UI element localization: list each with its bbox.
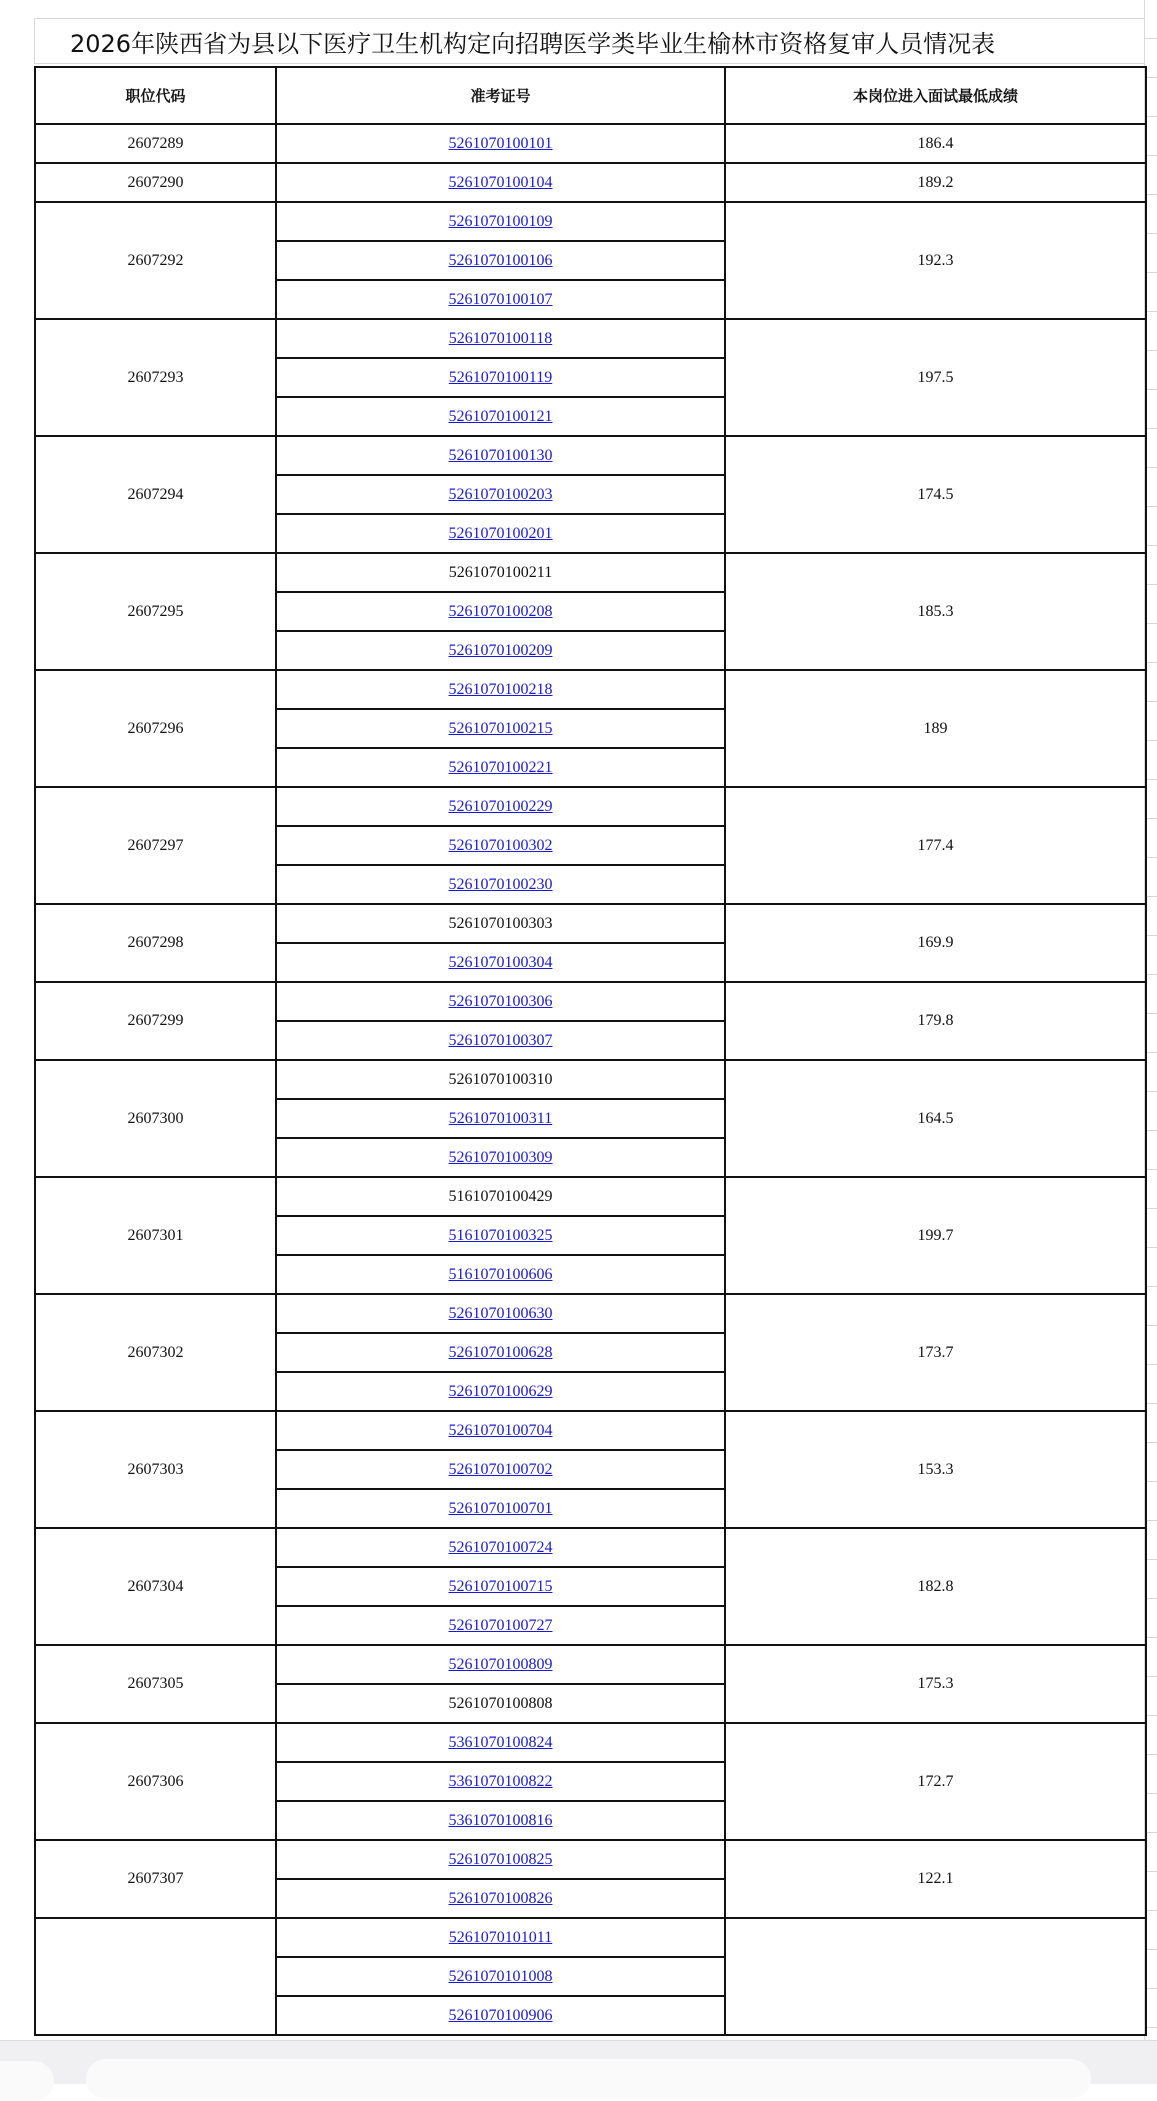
exam-number-link[interactable]: 5361070100822 (448, 1772, 553, 1790)
exam-number-cell[interactable] (276, 436, 725, 475)
exam-number-cell[interactable] (276, 1801, 725, 1840)
exam-number-link[interactable]: 5261070100215 (448, 719, 553, 737)
table-row (35, 982, 1146, 1021)
exam-number-cell[interactable] (276, 1684, 725, 1723)
exam-number-cell[interactable] (276, 1138, 725, 1177)
position-code-cell[interactable]: 2607303 (35, 1411, 276, 1528)
exam-number-link[interactable]: 5261070100107 (448, 290, 553, 308)
header-exam-number: 准考证号 (276, 67, 725, 124)
exam-number-cell[interactable] (276, 163, 725, 202)
exam-number-cell[interactable] (276, 1177, 725, 1216)
exam-number-link[interactable]: 5261070100119 (448, 368, 553, 386)
exam-number-cell[interactable] (276, 1528, 725, 1567)
exam-number-link[interactable]: 5261070100218 (448, 680, 553, 698)
position-code-cell[interactable]: 2607290 (35, 163, 276, 202)
exam-number-link[interactable]: 5261070100307 (448, 1031, 553, 1049)
exam-number-link[interactable]: 5261070100906 (448, 2006, 553, 2024)
exam-number-link[interactable]: 5261070100311 (448, 1109, 553, 1127)
exam-number-cell[interactable] (276, 592, 725, 631)
exam-number-text: 5161070100429 (448, 1187, 553, 1205)
min-score-cell[interactable]: 189.2 (725, 163, 1146, 202)
min-score-cell[interactable]: 175.3 (725, 1645, 1146, 1723)
exam-number-cell[interactable] (276, 514, 725, 553)
table-row (35, 1177, 1146, 1216)
table-row (35, 1840, 1146, 1879)
exam-number-cell[interactable] (276, 241, 725, 280)
exam-number-cell[interactable] (276, 1411, 725, 1450)
exam-number-cell[interactable] (276, 787, 725, 826)
table-row (35, 319, 1146, 358)
exam-number-link[interactable]: 5261070100221 (448, 758, 553, 776)
exam-number-cell[interactable] (276, 358, 725, 397)
exam-number-link[interactable]: 5261070100630 (448, 1304, 553, 1322)
exam-number-cell[interactable] (276, 1021, 725, 1060)
position-code-cell[interactable] (35, 1918, 276, 2035)
exam-number-cell[interactable] (276, 1879, 725, 1918)
table-row (35, 1645, 1146, 1684)
exam-number-link[interactable]: 5161070100325 (448, 1226, 553, 1244)
exam-number-link[interactable]: 5261070100104 (448, 173, 553, 191)
position-code-cell[interactable]: 2607294 (35, 436, 276, 553)
exam-number-cell[interactable] (276, 1099, 725, 1138)
position-code-cell[interactable]: 2607307 (35, 1840, 276, 1918)
table-row (35, 202, 1146, 241)
exam-number-cell[interactable] (276, 1918, 725, 1957)
exam-number-link[interactable]: 5261070100306 (448, 992, 553, 1010)
header-row (35, 67, 1146, 124)
min-score-cell[interactable]: 122.1 (725, 1840, 1146, 1918)
min-score-cell[interactable]: 169.9 (725, 904, 1146, 982)
position-code-cell[interactable]: 2607300 (35, 1060, 276, 1177)
exam-number-cell[interactable] (276, 475, 725, 514)
exam-number-cell[interactable] (276, 904, 725, 943)
exam-number-cell[interactable] (276, 319, 725, 358)
table-row (35, 904, 1146, 943)
exam-number-cell[interactable] (276, 670, 725, 709)
exam-number-text: 5261070100310 (448, 1070, 553, 1088)
bottom-toolbar (0, 2040, 1157, 2084)
toolbar-left-button[interactable] (0, 2061, 54, 2101)
exam-number-link[interactable]: 5361070100824 (448, 1733, 553, 1751)
min-score-cell[interactable]: 199.7 (725, 1177, 1146, 1294)
exam-number-cell[interactable] (276, 1567, 725, 1606)
min-score-cell[interactable]: 192.3 (725, 202, 1146, 319)
exam-number-text: 5261070100808 (448, 1694, 553, 1712)
exam-number-link[interactable]: 5261070100109 (448, 212, 553, 230)
exam-number-link[interactable]: 5261070100121 (448, 407, 553, 425)
table-row (35, 436, 1146, 475)
min-score-cell[interactable]: 173.7 (725, 1294, 1146, 1411)
exam-number-cell[interactable] (276, 1996, 725, 2035)
exam-number-link[interactable]: 5261070100826 (448, 1889, 553, 1907)
min-score-cell[interactable]: 179.8 (725, 982, 1146, 1060)
exam-number-cell[interactable] (276, 1294, 725, 1333)
position-code-cell[interactable]: 2607296 (35, 670, 276, 787)
min-score-cell[interactable]: 174.5 (725, 436, 1146, 553)
exam-number-link[interactable]: 5261070100701 (448, 1499, 553, 1517)
exam-number-cell[interactable] (276, 202, 725, 241)
position-code-cell[interactable]: 2607289 (35, 124, 276, 163)
table-row (35, 553, 1146, 592)
exam-number-link[interactable]: 5261070100628 (448, 1343, 553, 1361)
exam-number-cell[interactable] (276, 1840, 725, 1879)
min-score-cell[interactable]: 177.4 (725, 787, 1146, 904)
exam-number-link[interactable]: 5261070100715 (448, 1577, 553, 1595)
exam-number-link[interactable]: 5261070100704 (448, 1421, 553, 1439)
exam-number-link[interactable]: 5261070100809 (448, 1655, 553, 1673)
exam-number-link[interactable]: 5261070100208 (448, 602, 553, 620)
table-row (35, 1411, 1146, 1450)
exam-number-link[interactable]: 5261070100230 (448, 875, 553, 893)
position-code-cell[interactable]: 2607293 (35, 319, 276, 436)
exam-number-cell[interactable] (276, 1450, 725, 1489)
toolbar-pill[interactable] (86, 2059, 1091, 2099)
min-score-cell[interactable]: 153.3 (725, 1411, 1146, 1528)
min-score-cell[interactable]: 172.7 (725, 1723, 1146, 1840)
min-score-cell[interactable] (725, 1918, 1146, 2035)
min-score-cell[interactable]: 186.4 (725, 124, 1146, 163)
exam-number-cell[interactable] (276, 982, 725, 1021)
position-code-cell[interactable]: 2607301 (35, 1177, 276, 1294)
position-code-cell[interactable]: 2607306 (35, 1723, 276, 1840)
exam-number-cell[interactable] (276, 865, 725, 904)
exam-number-cell[interactable] (276, 280, 725, 319)
exam-number-cell[interactable] (276, 709, 725, 748)
exam-number-link[interactable]: 5161070100606 (448, 1265, 553, 1283)
position-code-cell[interactable]: 2607297 (35, 787, 276, 904)
exam-number-link[interactable]: 5261070100629 (448, 1382, 553, 1400)
exam-number-link[interactable]: 5261070100203 (448, 485, 553, 503)
position-code-cell[interactable]: 2607298 (35, 904, 276, 982)
exam-number-cell[interactable] (276, 943, 725, 982)
exam-number-link[interactable]: 5261070100106 (448, 251, 553, 269)
table-row (35, 1918, 1146, 1957)
exam-number-cell[interactable] (276, 826, 725, 865)
exam-number-link[interactable]: 5261070100209 (448, 641, 553, 659)
min-score-cell[interactable]: 197.5 (725, 319, 1146, 436)
exam-number-link[interactable]: 5261070100825 (448, 1850, 553, 1868)
min-score-cell[interactable]: 189 (725, 670, 1146, 787)
position-code-cell[interactable]: 2607304 (35, 1528, 276, 1645)
exam-number-link[interactable]: 5261070100101 (448, 134, 553, 152)
exam-number-link[interactable]: 5261070100309 (448, 1148, 553, 1166)
min-score-cell[interactable]: 164.5 (725, 1060, 1146, 1177)
exam-number-cell[interactable] (276, 748, 725, 787)
table-row (35, 163, 1146, 202)
exam-number-cell[interactable] (276, 1606, 725, 1645)
exam-number-cell[interactable] (276, 1489, 725, 1528)
exam-number-cell[interactable] (276, 397, 725, 436)
exam-number-cell[interactable] (276, 1762, 725, 1801)
exam-number-link[interactable]: 5261070100201 (448, 524, 553, 542)
position-code-cell[interactable]: 2607292 (35, 202, 276, 319)
table-row (35, 1723, 1146, 1762)
exam-number-link[interactable]: 5261070100130 (448, 446, 553, 464)
min-score-cell[interactable]: 185.3 (725, 553, 1146, 670)
position-code-cell[interactable]: 2607299 (35, 982, 276, 1060)
position-code-cell[interactable]: 2607305 (35, 1645, 276, 1723)
exam-number-link[interactable]: 5261070100302 (448, 836, 553, 854)
exam-number-cell[interactable] (276, 553, 725, 592)
exam-number-cell[interactable] (276, 1216, 725, 1255)
exam-number-link[interactable]: 5261070100724 (448, 1538, 553, 1556)
exam-number-cell[interactable] (276, 1645, 725, 1684)
exam-number-text: 5261070100303 (448, 914, 553, 932)
table-row (35, 787, 1146, 826)
exam-number-cell[interactable] (276, 124, 725, 163)
page-title: 2026年陕西省为县以下医疗卫生机构定向招聘医学类毕业生榆林市资格复审人员情况表 (70, 29, 996, 58)
exam-number-text: 5261070100211 (448, 563, 553, 581)
table-row (35, 1528, 1146, 1567)
position-code-cell[interactable]: 2607295 (35, 553, 276, 670)
exam-number-link[interactable]: 5261070100702 (448, 1460, 553, 1478)
exam-number-link[interactable]: 5261070101008 (448, 1967, 553, 1985)
table-row (35, 124, 1146, 163)
table-row (35, 1294, 1146, 1333)
exam-number-link[interactable]: 5261070100304 (448, 953, 553, 971)
exam-number-link[interactable]: 5261070101011 (448, 1928, 553, 1946)
exam-number-cell[interactable] (276, 1255, 725, 1294)
exam-number-link[interactable]: 5261070100727 (448, 1616, 553, 1634)
exam-number-cell[interactable] (276, 1333, 725, 1372)
header-position-code: 职位代码 (35, 67, 276, 124)
exam-number-cell[interactable] (276, 1723, 725, 1762)
exam-number-cell[interactable] (276, 1060, 725, 1099)
title-row (34, 18, 1144, 64)
header-min-score: 本岗位进入面试最低成绩 (725, 67, 1146, 124)
exam-number-link[interactable]: 5261070100229 (448, 797, 553, 815)
exam-number-cell[interactable] (276, 631, 725, 670)
review-table (34, 66, 1147, 2036)
table-row (35, 1060, 1146, 1099)
table-body (35, 124, 1146, 2035)
exam-number-cell[interactable] (276, 1957, 725, 1996)
exam-number-link[interactable]: 5261070100118 (448, 329, 553, 347)
min-score-cell[interactable]: 182.8 (725, 1528, 1146, 1645)
exam-number-cell[interactable] (276, 1372, 725, 1411)
exam-number-link[interactable]: 5361070100816 (448, 1811, 553, 1829)
position-code-cell[interactable]: 2607302 (35, 1294, 276, 1411)
table-row (35, 670, 1146, 709)
